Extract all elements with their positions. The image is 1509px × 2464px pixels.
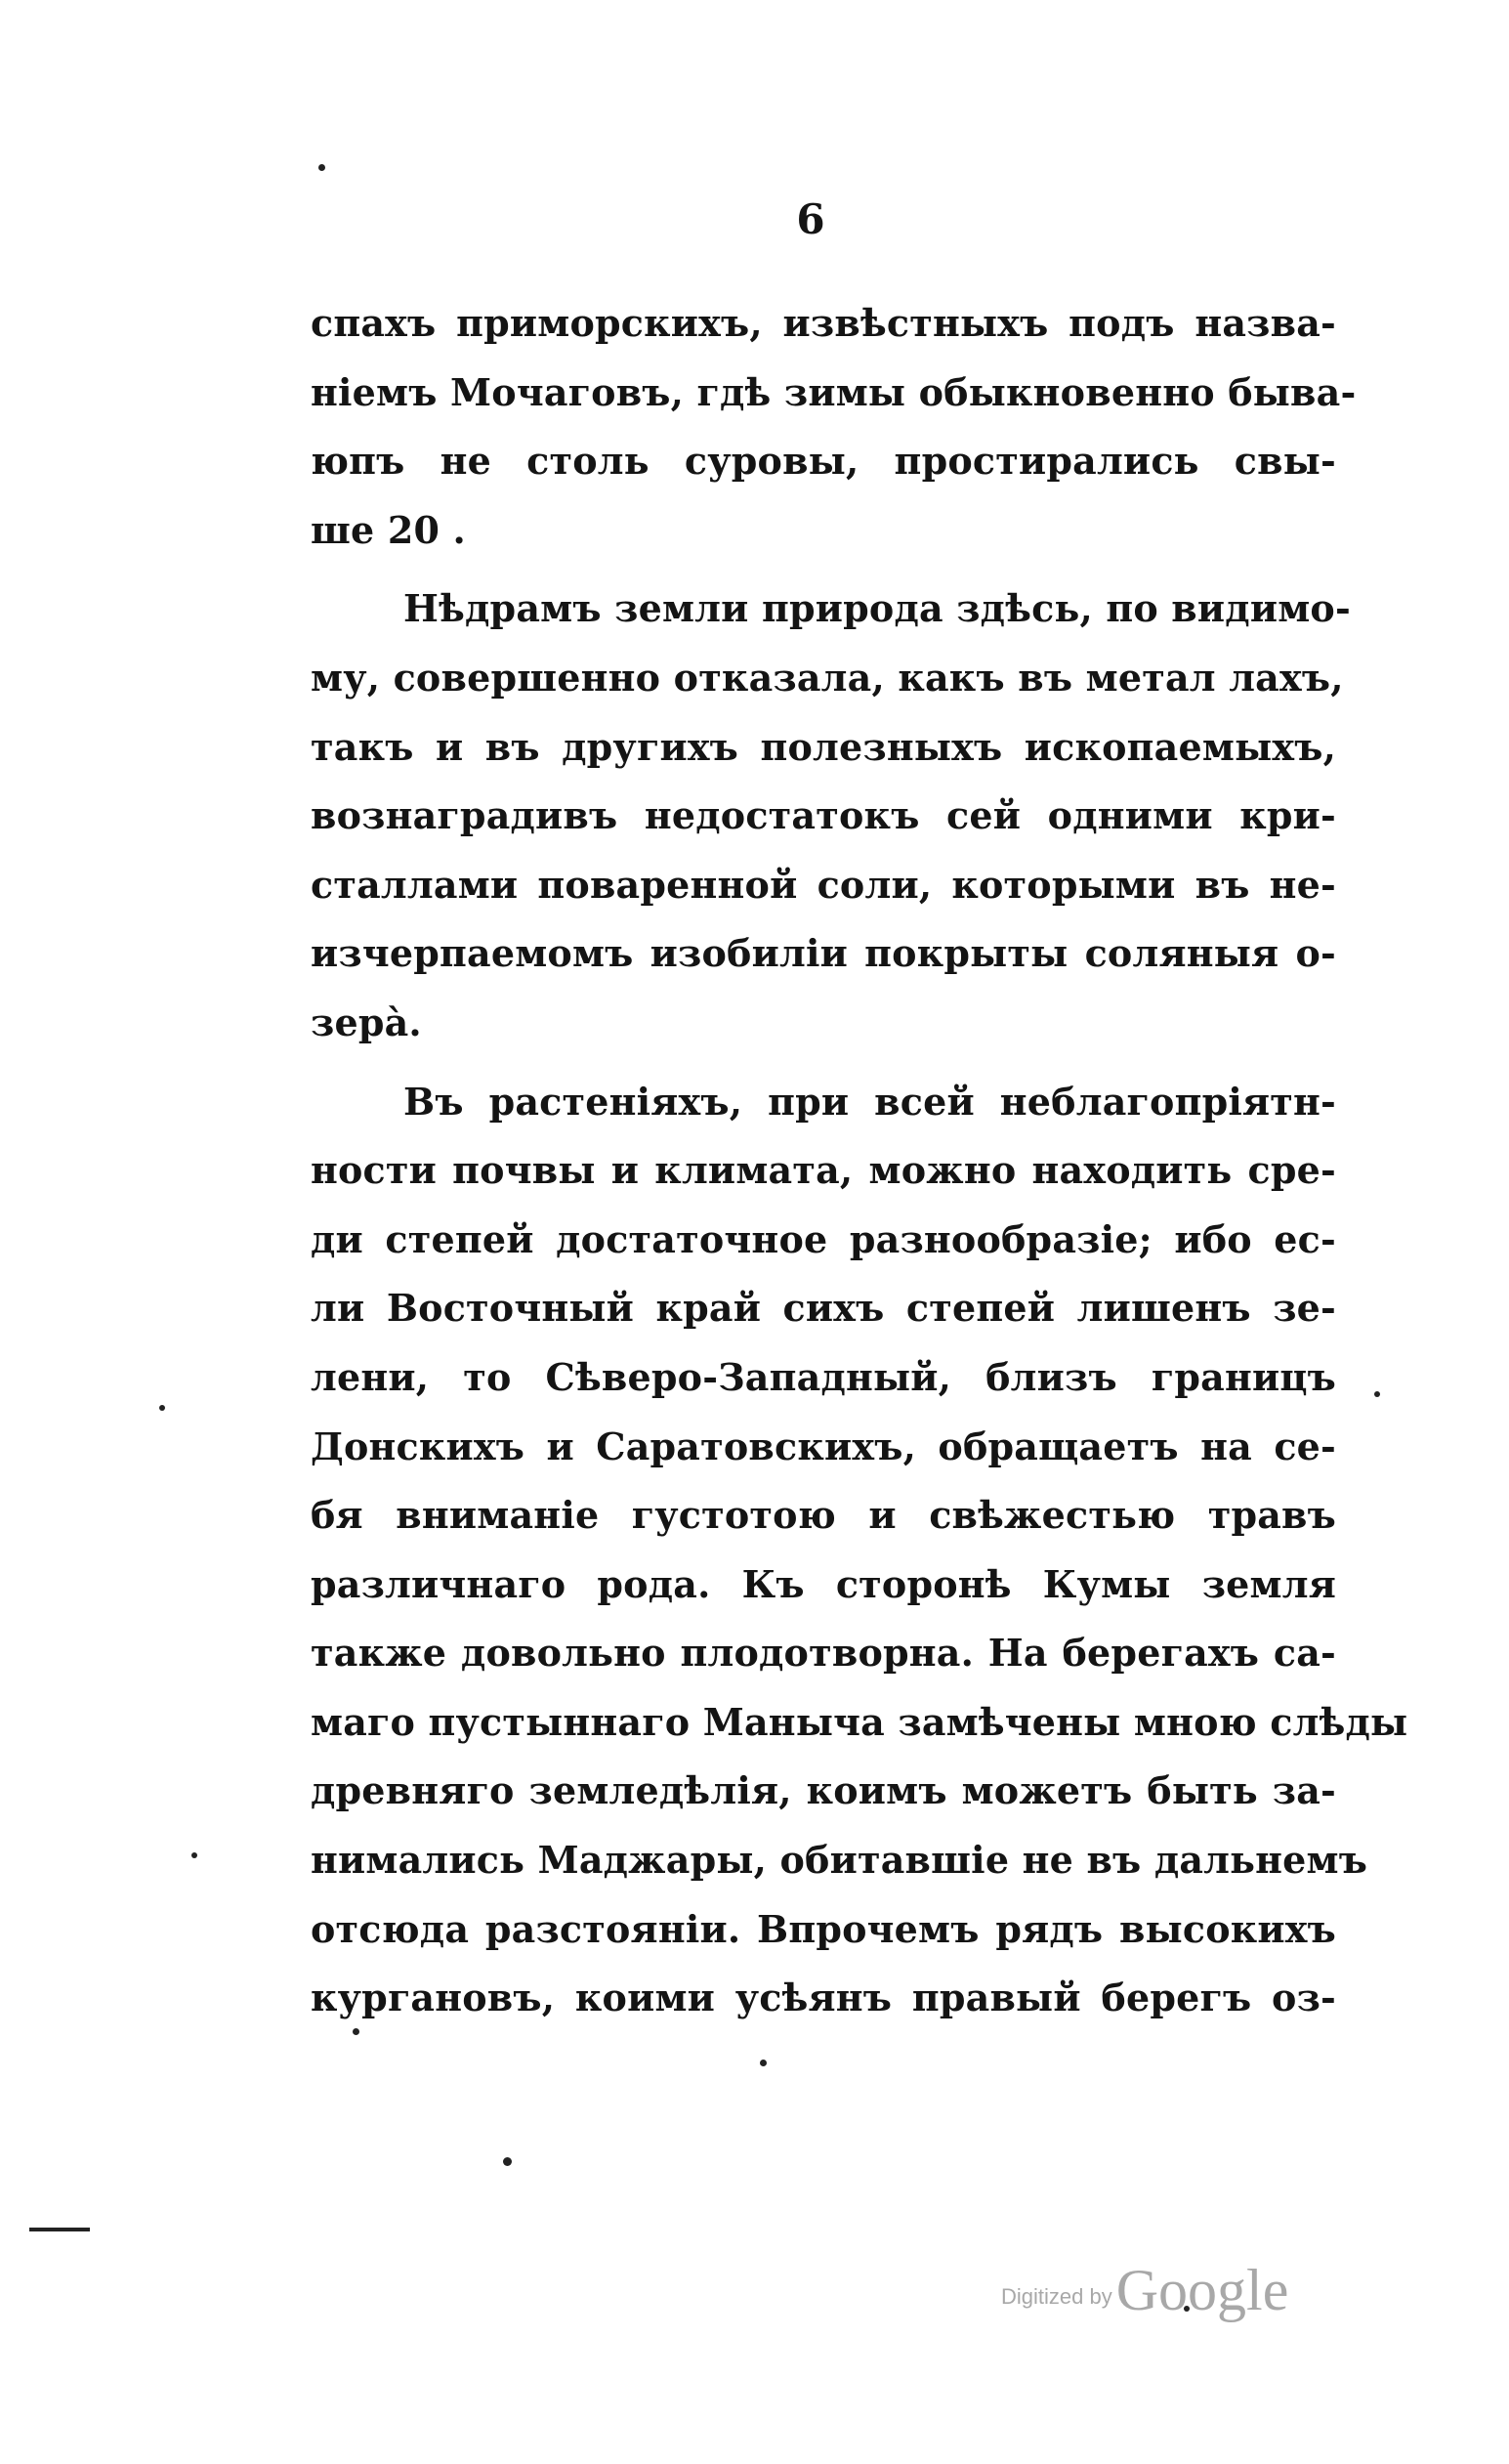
google-logo-text: Google (1115, 2258, 1289, 2322)
text-line: ли Восточный край сихъ степей лишенъ зе- (311, 1286, 1336, 1331)
text-line: спахъ приморскихъ, извѣстныхъ подъ назва- (311, 301, 1336, 345)
digitized-by-google-watermark (1001, 2257, 1288, 2324)
text-line: отсюда разстояніи. Впрочемъ рядъ высокихъ (311, 1906, 1336, 1951)
ink-speck (503, 2157, 512, 2166)
digitized-by-label: Digitized by (1001, 2284, 1112, 2309)
page-number: 6 (796, 195, 825, 243)
text-line: изчерпаемомъ изобиліи покрыты соляныя о- (311, 931, 1336, 976)
text-line: ніемъ Мочаговъ, гдѣ зимы обыкновенно быва- (311, 369, 1357, 414)
text-line: нимались Маджары, обитавшіе не въ дальнемъ (311, 1838, 1368, 1883)
text-line: маго пустыннаго Маныча замѣчены мною слѣды (311, 1699, 1408, 1744)
paragraph-gap (311, 565, 1336, 574)
text-line: также довольно плодотворна. На берегахъ са- (311, 1631, 1336, 1676)
text-line: Въ растеніяхъ, при всей неблагопріятн- (403, 1079, 1336, 1124)
ink-speck (191, 1852, 197, 1858)
ink-speck (159, 1405, 165, 1411)
ink-speck (1374, 1391, 1380, 1397)
text-line: различнаго рода. Къ сторонѣ Кумы земля (311, 1561, 1336, 1606)
text-line: ше 20 . (311, 507, 466, 552)
text-line: такъ и въ другихъ полезныхъ ископаемыхъ, (311, 724, 1336, 769)
ink-speck (318, 164, 325, 171)
text-line: Нѣдрамъ земли природа здѣсь, по видимо- (403, 586, 1351, 631)
text-line: Донскихъ и Саратовскихъ, обращаетъ на се- (311, 1423, 1336, 1468)
text-line: юпъ не столь суровы, простирались свы- (311, 439, 1336, 484)
ink-speck (353, 2028, 359, 2035)
text-line: древняго земледѣлія, коимъ можетъ быть за- (311, 1768, 1336, 1813)
text-line: ности почвы и климата, можно находить сре- (311, 1148, 1336, 1193)
text-line: зерà. (311, 999, 422, 1044)
text-line: сталлами поваренной соли, которыми въ не- (311, 862, 1336, 907)
body-text (311, 289, 1408, 2033)
ink-speck (760, 2060, 767, 2066)
text-line: кургановъ, коими усѣянъ правый берегъ оз- (311, 1975, 1336, 2020)
text-line: бя вниманіе густотою и свѣжестью травъ (311, 1493, 1336, 1538)
text-line: вознаградивъ недостатокъ сей одними кри- (311, 793, 1336, 838)
text-line: му, совершенно отказала, какъ въ метал лахъ, (311, 655, 1344, 700)
paragraph-gap (311, 1058, 1336, 1068)
text-line: лени, то Сѣверо-Западный, близъ границъ (311, 1354, 1336, 1399)
margin-rule (29, 2228, 90, 2231)
text-line: ди степей достаточное разнообразіе; ибо ес- (311, 1216, 1336, 1261)
